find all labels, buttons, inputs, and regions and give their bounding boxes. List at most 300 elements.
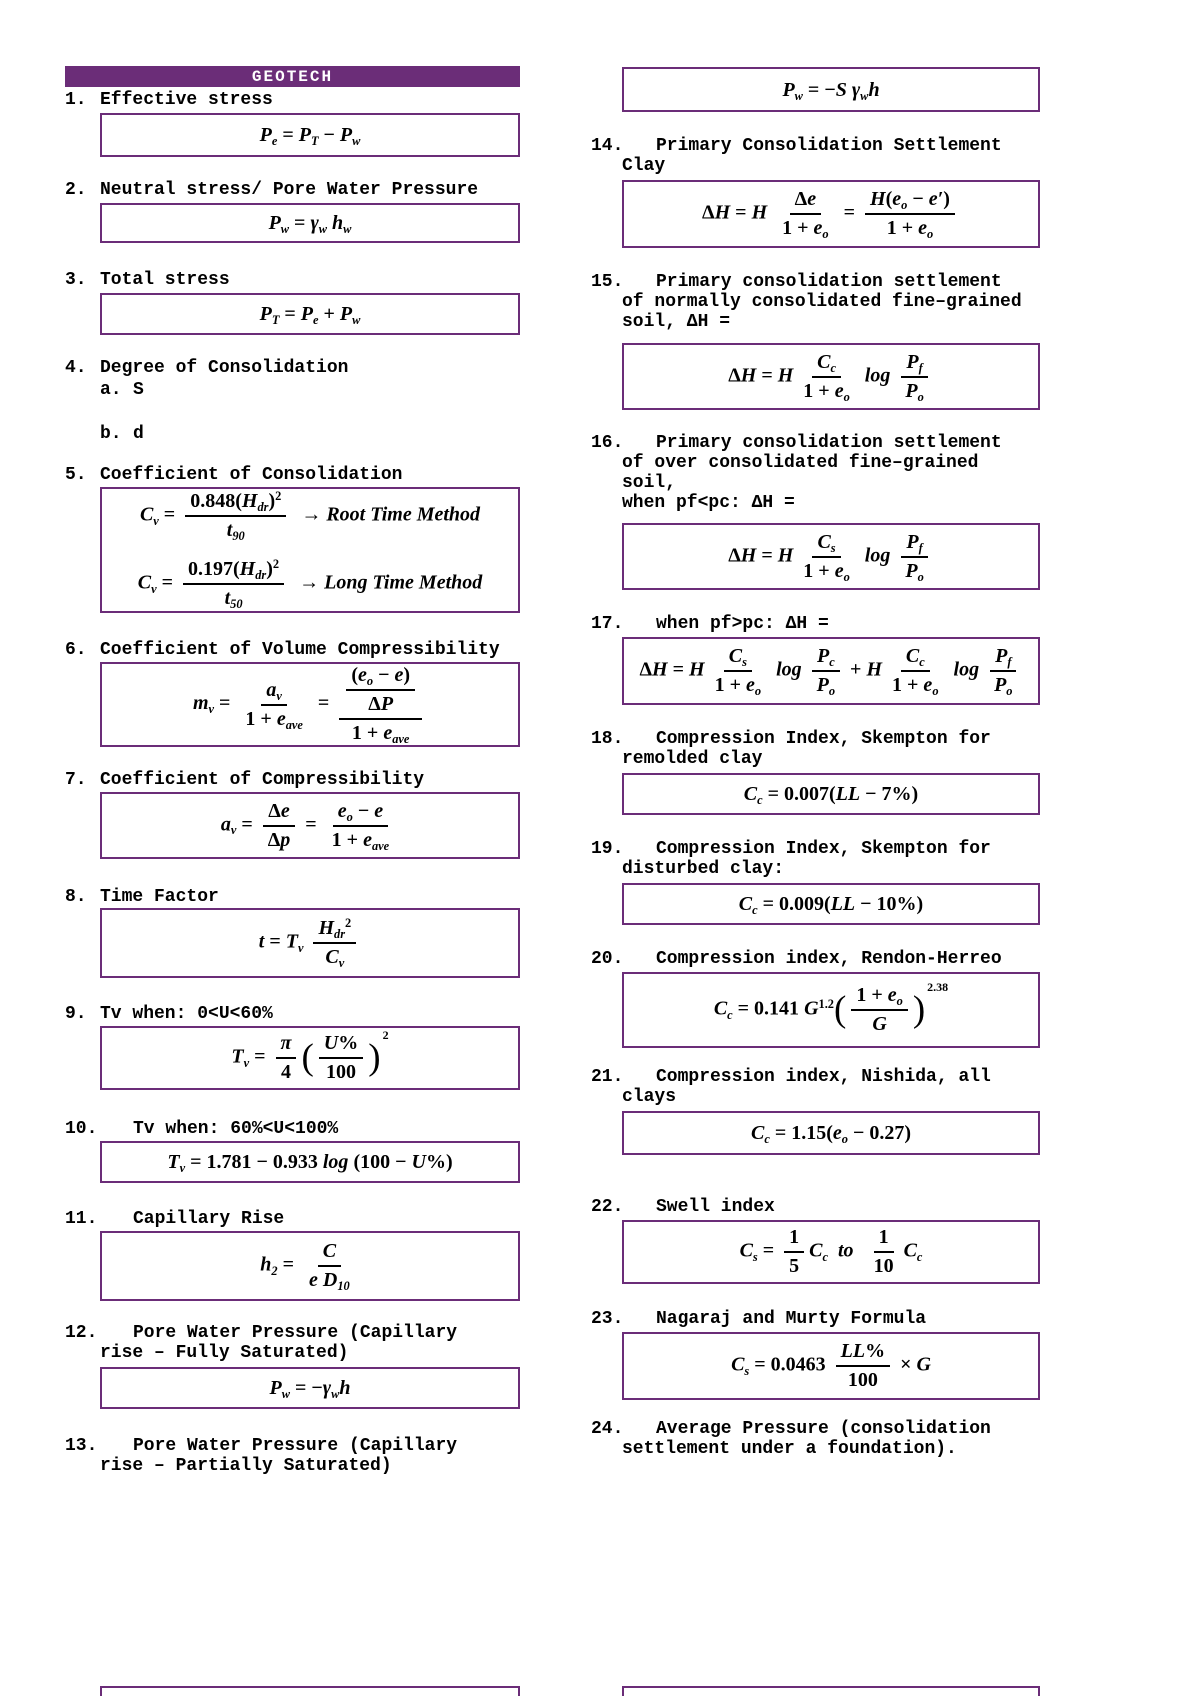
fraction-numerator [901,645,930,672]
math-token: = − [802,78,836,101]
fraction-denominator [320,944,349,969]
math-token: o [917,569,924,584]
math-token: w [794,88,803,103]
item-11-title: Capillary Rise [133,1209,285,1229]
math-token: C [713,997,728,1020]
item-12-title-line-2: rise – Fully Saturated) [100,1343,349,1363]
math-token: w [352,134,361,149]
math-token: h [332,212,344,234]
math-token: % [865,1340,886,1362]
math-token: 10 [337,1279,350,1294]
fraction [900,531,928,583]
math-token [303,931,308,953]
math-token: − [318,124,340,146]
math-token: = [312,692,335,715]
math-token: a [220,813,231,836]
math-token: P [906,530,919,553]
math-token: Δ [368,693,381,715]
math-token: = 1.15( [769,1122,833,1144]
math-token: H [777,364,794,387]
math-token: 1 + [803,559,835,582]
math-token: LL [830,893,856,915]
fraction-denominator [327,827,395,852]
math-token: (100 − [348,1151,412,1173]
item-19-title-line-2: disturbed clay: [622,859,785,879]
math-token: Δ [728,544,741,567]
math-token: = [756,544,778,567]
fraction-denominator [900,378,928,403]
math-token: Δ [702,201,715,224]
formula-row [167,1150,452,1174]
math-token: C [743,783,758,805]
item-9-title: Tv when: 0<U<60% [100,1004,273,1024]
math-token: H [241,490,258,512]
math-token: = 0.009( [757,893,831,915]
fraction-numerator [263,800,294,827]
fraction [836,1340,890,1392]
math-token: o [841,1132,848,1147]
math-token: 100 [847,1369,878,1391]
formula-row [728,531,934,583]
math-token: c [727,1007,733,1022]
math-token: 100 [326,1061,357,1083]
math-token: γ [310,212,319,234]
math-token: C [322,1240,337,1262]
math-token: o [932,684,939,699]
fraction [777,188,834,240]
math-token: C [750,1122,765,1144]
math-token: w [318,222,328,237]
math-token: 4 [281,1061,291,1083]
math-token: 1 [789,1226,800,1248]
formula-box-volume-compressibility [100,662,520,747]
math-token: e [832,1122,842,1144]
math-token: = [277,1253,299,1276]
math-token: w [331,1387,340,1402]
math-token: = 0.141 [732,997,805,1020]
math-token: Δ [268,799,281,822]
fraction [327,800,395,852]
item-3-title: Total stress [100,270,230,290]
math-token: LL [840,1340,866,1362]
formula-row [713,979,949,1036]
math-token: o [822,227,829,242]
item-16-number: 16. [591,433,624,453]
math-token: 1 + [351,722,384,744]
math-token: P [380,693,394,715]
fraction-numerator [724,645,752,672]
math-token: 1 [878,1226,889,1248]
fraction-numerator [346,664,415,691]
formula-box-pwp-partially-saturated [622,67,1040,112]
math-token: c [764,1132,770,1147]
math-token: = [730,201,752,224]
fraction [183,558,284,610]
item-7-number: 7. [65,770,87,790]
math-token: 1 + [892,674,924,696]
math-token: e [892,188,902,210]
formula-box-compressibility [100,792,520,859]
fraction-denominator [989,672,1017,697]
math-token: T [271,313,280,328]
fraction [346,664,415,716]
math-token: e [363,828,372,851]
math-token: e [807,188,817,210]
math-token: C [738,893,753,915]
fraction-numerator [784,1226,804,1253]
item-21-title: Compression index, Nishida, all [656,1067,991,1087]
math-token: = − [289,1377,323,1399]
math-token: v [338,956,345,971]
fraction-denominator [222,517,250,542]
item-7-heading [65,770,424,790]
fraction [784,1226,804,1278]
math-token: c [916,1249,923,1264]
math-token: 2 [271,1263,278,1278]
item-13-heading [65,1436,457,1476]
item-16-title-line-2: of over consolidated fine–grained [622,453,979,473]
math-token: e [280,799,290,822]
item-15-title-line-2: of normally consolidated fine–grained [622,292,1022,312]
item-17-number: 17. [591,614,624,634]
math-token: C [739,1239,753,1262]
item-16-title: Primary consolidation settlement [656,433,1002,453]
fraction-denominator [347,720,415,745]
math-token: %) [425,1151,453,1173]
math-token: = 1.781 − 0.933 [185,1151,323,1173]
math-token: − 0.27) [847,1122,912,1144]
item-4-sub-b-label: b. [100,424,122,444]
fraction-numerator [261,679,287,706]
formula-row [270,1376,351,1400]
math-token: ave [285,717,303,732]
math-token: v [153,513,159,528]
math-token: o [346,809,353,824]
item-4-sub-a-text: S [133,380,144,400]
open-paren: ( [834,989,847,1031]
fraction-numerator [790,188,821,215]
fraction-numerator [901,531,927,558]
math-token: C [809,1239,823,1262]
formula-row [639,645,1022,697]
item-14-heading [591,136,1002,176]
formula-box-over-consolidated-pf-gt-pc [622,637,1040,705]
item-1-number: 1. [65,90,87,110]
item-16-title-line-4: when pf<pc: ΔH = [622,493,795,513]
item-23-heading [591,1309,926,1329]
math-token: Root Time Method [326,503,481,526]
formula-box-nagaraj-murty [622,1332,1040,1400]
math-token: = [156,571,178,594]
fraction-denominator [220,585,248,610]
math-token: e [337,799,347,822]
formula-row [751,1121,911,1145]
paren-inner [846,984,913,1036]
item-21-heading [591,1067,991,1107]
item-2-number: 2. [65,180,87,200]
item-12-title: Pore Water Pressure (Capillary [133,1323,458,1343]
math-token: 1 + [803,379,835,402]
page-title: GEOTECH [251,67,334,86]
formula-box-tv-under-60 [100,1026,520,1090]
item-3-heading [65,270,230,290]
item-20-title: Compression index, Rendon-Herreo [656,949,1002,969]
math-token: w [280,222,290,237]
formula-row [140,490,480,542]
math-token: e [309,1269,318,1291]
fraction [798,531,855,583]
item-2-title: Neutral stress/ Pore Water Pressure [100,180,479,200]
math-token [767,202,772,224]
math-token: t [224,587,231,609]
fraction-numerator [901,351,927,378]
item-12-number: 12. [65,1323,98,1343]
math-token: c [830,360,836,375]
math-token: log [859,364,896,387]
fraction [900,351,928,403]
formula-row [731,1340,931,1392]
math-token: 1 + [331,828,364,851]
math-token: P [298,124,311,146]
math-token: log [859,544,896,567]
item-22-number: 22. [591,1197,624,1217]
math-token: o [843,389,850,404]
fraction-numerator [812,351,841,378]
math-token: T [231,1045,244,1068]
math-token: P [300,303,314,325]
fraction-denominator [321,1059,361,1084]
item-15-number: 15. [591,272,624,292]
item-4-sub-a-label: a. [100,380,122,400]
math-token: e [271,134,278,149]
math-token: 1 + [856,984,888,1006]
math-token: f [918,540,923,555]
math-token: T [310,134,319,149]
math-token: w [860,88,869,103]
math-token: → [291,503,327,526]
fraction-numerator [851,984,908,1011]
item-1-heading [65,90,273,110]
fraction [276,1032,297,1084]
fraction-numerator [874,1226,894,1253]
item-8-title: Time Factor [100,887,219,907]
item-21-title-line-2: clays [622,1087,677,1107]
math-token: 0.848( [190,490,242,512]
math-token: o [366,674,374,689]
math-token: P [259,303,272,325]
math-token: D [322,1269,338,1291]
math-token: o [901,198,908,213]
math-token: s [742,655,747,670]
item-18-title: Compression Index, Skempton for [656,729,991,749]
math-token: s [744,1363,750,1378]
math-token: H [870,188,886,210]
math-token: e [813,217,823,239]
math-token: − [373,664,395,686]
formula-row [269,211,352,235]
math-token: v [230,823,237,838]
item-7-title: Coefficient of Compressibility [100,770,425,790]
math-token: = [214,692,236,715]
fraction-denominator [867,1011,891,1036]
math-token: G [804,997,819,1020]
math-token: m [192,692,209,715]
formula-row [221,800,399,852]
math-token: − [907,188,929,210]
math-token: C [139,503,154,526]
item-24-number: 24. [591,1419,624,1439]
math-token: − 7%) [860,783,919,805]
math-token: + [318,303,340,325]
math-token: v [297,940,304,955]
math-token: ) [268,490,276,512]
fraction-denominator [869,1253,899,1278]
item-8-number: 8. [65,887,87,907]
math-token: h [868,78,880,101]
item-12-heading [65,1323,457,1363]
math-token: s [830,540,836,555]
math-token: o [927,227,934,242]
formula-box-rendon-herreo [622,972,1040,1048]
math-token: ave [371,838,390,853]
math-token: log [322,1151,349,1173]
fraction [812,645,840,697]
math-token: → [289,571,325,594]
item-22-title: Swell index [656,1197,775,1217]
item-10-title: Tv when: 60%<U<100% [133,1119,339,1139]
math-token: C [817,530,831,553]
formula-row [259,917,361,969]
math-token: T [167,1151,180,1173]
math-token: c [919,655,925,670]
fraction [319,1032,363,1084]
item-6-heading [65,640,500,660]
item-4-sub-b-text: d [133,424,144,444]
item-10-heading [65,1119,338,1139]
formula-row [728,351,934,403]
formula-box-coefficient-of-consolidation [100,487,520,613]
item-10-number: 10. [65,1119,98,1139]
math-token: H [652,658,668,681]
formula-row [744,782,918,806]
fraction [240,679,308,731]
math-token: 1 + [782,217,814,239]
math-token: H [689,658,705,681]
fraction-numerator [185,490,286,517]
math-token: c [829,655,835,670]
formula-row [260,1240,359,1292]
math-token: o [896,994,903,1009]
math-token: ) [943,188,950,210]
item-4-number: 4. [65,358,87,378]
item-23-title: Nagaraj and Murty Formula [656,1309,927,1329]
fraction-denominator [812,672,840,697]
fraction-denominator [798,558,855,583]
math-token: H [318,917,334,939]
item-16-heading [591,433,1002,513]
open-paren: ( [301,1037,314,1079]
item-6-number: 6. [65,640,87,660]
item-4-heading [65,358,348,378]
fraction-denominator [843,1367,883,1392]
math-token: ave [392,732,410,747]
item-21-number: 21. [591,1067,624,1087]
math-token: U [323,1032,339,1054]
math-token: e [834,559,844,582]
math-token: = 0.007( [762,783,836,805]
math-token: S [835,78,847,101]
item-18-title-line-2: remolded clay [622,749,763,769]
math-token: P [905,559,918,582]
fraction-numerator [333,800,388,827]
math-token: 1 + [245,707,277,730]
group-exponent: 2 [382,1027,389,1042]
item-15-title-line-3: soil, ΔH = [622,312,731,332]
item-13-number: 13. [65,1436,98,1456]
math-token: e [923,674,933,696]
item-20-heading [591,949,1002,969]
fraction [263,800,296,852]
formula-box-pwp-fully-saturated [100,1367,520,1409]
fraction-denominator [900,558,928,583]
math-token: = [757,1239,780,1262]
math-token: c [752,903,758,918]
math-token: = [249,1045,271,1068]
math-token: Δ [267,828,281,851]
item-20-number: 20. [591,949,624,969]
item-24-title-line-2: settlement under a foundation). [622,1439,957,1459]
item-17-heading [591,614,829,634]
formula-box-primary-consolidation-clay [622,180,1040,248]
math-token: 90 [232,529,245,544]
fraction-denominator [887,672,944,697]
fraction-denominator [710,672,767,697]
item-2-heading [65,180,478,200]
math-token: e [887,984,897,1006]
math-token: v [276,688,282,703]
math-token: ( [351,664,358,686]
item-1-title: Effective stress [100,90,273,110]
fraction [304,1240,355,1292]
math-token: H [740,364,757,387]
math-token: 2 [345,916,352,931]
formula-row [702,188,960,240]
item-4-sub-b [100,424,144,444]
math-token: P [269,1377,282,1399]
math-token: G [872,1013,887,1035]
fraction [989,645,1017,697]
close-paren: ) [368,1037,381,1079]
partial-formula-box-right [622,1686,1040,1696]
formula-row [260,302,361,326]
math-token: P [259,124,272,146]
item-14-title-line-2: Clay [622,156,666,176]
math-token: ) [403,664,411,686]
math-token: 5 [789,1255,800,1277]
math-token: = [667,658,689,681]
math-token: Δ [794,188,808,210]
group-exponent: 2.38 [927,979,949,994]
math-token: C [325,946,339,968]
item-15-heading [591,272,1022,332]
item-5-heading [65,465,402,485]
math-token: e [834,379,844,402]
item-19-heading [591,839,991,879]
math-token: C [137,571,152,594]
item-4-sub-a [100,380,144,400]
math-token: = [300,813,322,836]
item-6-title: Coefficient of Volume Compressibility [100,640,500,660]
